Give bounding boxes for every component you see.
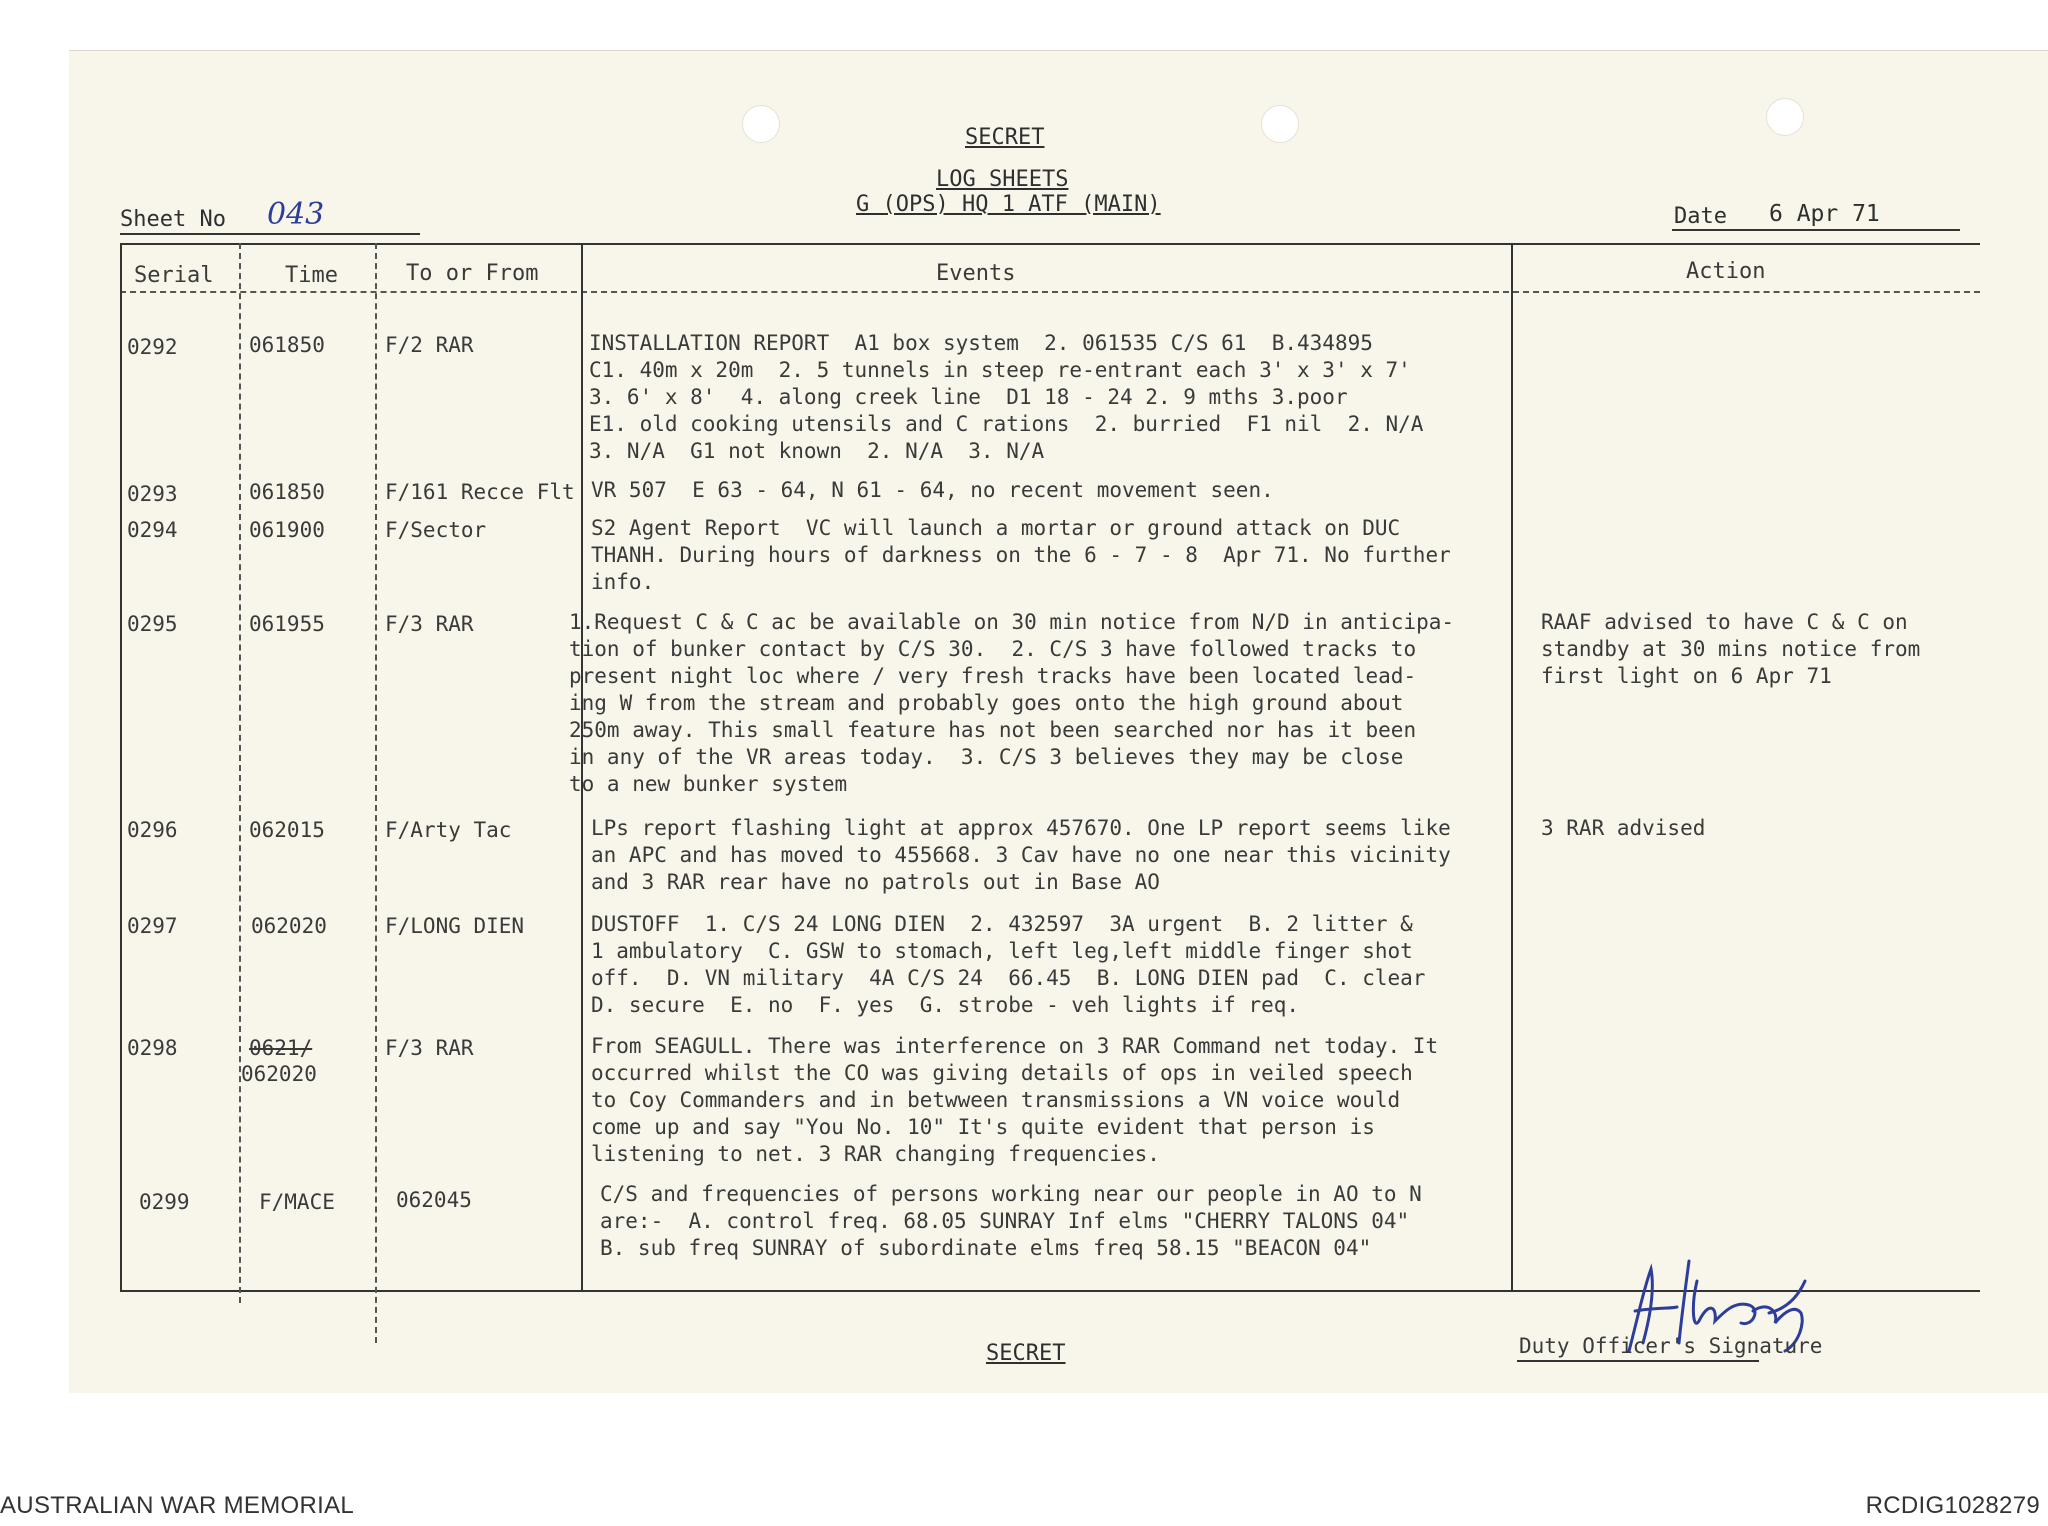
- page-title: LOG SHEETS: [936, 167, 1069, 192]
- table-row-serial: 0292: [127, 335, 178, 359]
- table-row-time-struck: 0621/: [249, 1036, 313, 1060]
- table-row-serial: 0294: [127, 518, 178, 542]
- col-divider-events: [1511, 243, 1513, 1291]
- header-rule: [120, 291, 1980, 293]
- date-label: Date: [1674, 204, 1727, 229]
- table-row-to-from: F/Arty Tac: [385, 818, 512, 842]
- sheet-no-value: 043: [267, 197, 325, 232]
- column-header-serial: Serial: [134, 263, 214, 288]
- classification-bottom: SECRET: [986, 1341, 1066, 1366]
- table-row-serial: 0293: [127, 482, 178, 506]
- table-row-serial: 0297: [127, 914, 178, 938]
- table-row-time: 062015: [249, 818, 325, 842]
- table-row-time: 062020: [241, 1062, 317, 1086]
- column-header-time: Time: [285, 263, 338, 288]
- col-divider-serial: [239, 243, 241, 1303]
- table-row-time: 061955: [249, 612, 325, 636]
- table-row-events: 1.Request C & C ac be available on 30 min notice from N/D in anticipa- tion of bunker contact by C/S 30. 2. C/S 3 have followed tracks to present night loc where / very fresh tracks have been located lead- ing W from the stream and probably goes onto the high ground about 250m away. This small feature has not been searched nor has it been in any of the VR areas today. 3. C/S 3 believes they may be close to a new bunker system: [569, 610, 1455, 796]
- column-header-to-from: To or From: [406, 261, 539, 286]
- table-row-events: C/S and frequencies of persons working near our people in AO to N are:- A. control freq. 68.05 SUNRAY Inf elms "CHERRY TALONS 04" B. sub freq SUNRAY of subordinate elms freq 58.15 "BEACON 04": [600, 1182, 1422, 1260]
- table-top-rule: [120, 243, 1980, 245]
- table-row-serial: 0299: [139, 1190, 190, 1214]
- table-row-to-from: F/3 RAR: [385, 1036, 474, 1060]
- table-row-time: 061850: [249, 480, 325, 504]
- footer-collection-name: AUSTRALIAN WAR MEMORIAL: [0, 1492, 355, 1519]
- table-row-action: 3 RAR advised: [1541, 816, 1706, 840]
- table-row-serial: 0295: [127, 612, 178, 636]
- table-left-rule: [120, 243, 122, 1291]
- table-row-time: 061900: [249, 518, 325, 542]
- table-row-events: LPs report flashing light at approx 457670. One LP report seems like an APC and has moved to 455668. 3 Cav have no one near this vicinity and 3 RAR rear have no patrols out in Base AO: [591, 816, 1451, 894]
- column-header-action: Action: [1686, 259, 1766, 284]
- footer-item-id: RCDIG1028279: [1865, 1492, 2040, 1519]
- punch-hole: [1261, 105, 1299, 143]
- table-row-events: DUSTOFF 1. C/S 24 LONG DIEN 2. 432597 3A urgent B. 2 litter & 1 ambulatory C. GSW to stomach, left leg,left middle finger shot off. D. VN military 4A C/S 24 66.45 B. LONG DIEN pad C. clear D. secure E. no F. yes G. strobe - veh lights if req.: [591, 912, 1426, 1017]
- table-row-time: 061850: [249, 333, 325, 357]
- table-row-serial: 0296: [127, 818, 178, 842]
- table-row-to-from: F/LONG DIEN: [385, 914, 525, 938]
- table-row-to-from: F/3 RAR: [385, 612, 474, 636]
- table-row-time: 062020: [251, 914, 327, 938]
- table-row-action: RAAF advised to have C & C on standby at 30 mins notice from first light on 6 Apr 71: [1541, 610, 1921, 688]
- duty-officer-signature-label: Duty Officer's Signature: [1519, 1334, 1823, 1358]
- table-row-events: From SEAGULL. There was interference on 3 RAR Command net today. It occurred whilst the CO was giving details of ops in veiled speech to Coy Commanders and in betwween transmissions a VN voice would come up and say "You No. 10" It's quite evident that person is listening to net. 3 RAR changing frequencies.: [591, 1034, 1439, 1166]
- signature-underline: [1517, 1360, 1759, 1362]
- punch-hole: [1766, 98, 1804, 136]
- date-value: 6 Apr 71: [1769, 201, 1880, 227]
- table-row-to-from: F/2 RAR: [385, 333, 474, 357]
- sheet-no-label: Sheet No: [120, 207, 226, 232]
- column-header-events: Events: [936, 261, 1016, 286]
- table-row-to-from: F/Sector: [385, 518, 487, 542]
- table-row-events: VR 507 E 63 - 64, N 61 - 64, no recent movement seen.: [591, 478, 1274, 502]
- col-divider-time: [375, 243, 377, 1343]
- table-row-events: INSTALLATION REPORT A1 box system 2. 061535 C/S 61 B.434895 C1. 40m x 20m 2. 5 tunnels in steep re-entrant each 3' x 3' x 7' 3. 6' x 8' 4. along creek line D1 18 - 24 2. 9 mths 3.poor E1. old cooking utensils and C rations 2. burried F1 nil 2. N/A 3. N/A G1 not known 2. N/A 3. N/A: [589, 331, 1424, 463]
- punch-hole: [742, 105, 780, 143]
- date-underline: [1672, 229, 1960, 231]
- table-row-to-from: 062045: [396, 1188, 472, 1212]
- table-row-to-from: F/161 Recce Flt: [385, 480, 575, 504]
- log-sheet-paper: [69, 50, 2048, 1393]
- table-row-serial: 0298: [127, 1036, 178, 1060]
- classification-top: SECRET: [965, 125, 1045, 150]
- sheet-no-underline: [120, 233, 420, 235]
- table-row-time: F/MACE: [259, 1190, 335, 1214]
- page-subtitle: G (OPS) HQ 1 ATF (MAIN): [856, 192, 1161, 217]
- table-row-events: S2 Agent Report VC will launch a mortar or ground attack on DUC THANH. During hours of darkness on the 6 - 7 - 8 Apr 71. No further info.: [591, 516, 1451, 594]
